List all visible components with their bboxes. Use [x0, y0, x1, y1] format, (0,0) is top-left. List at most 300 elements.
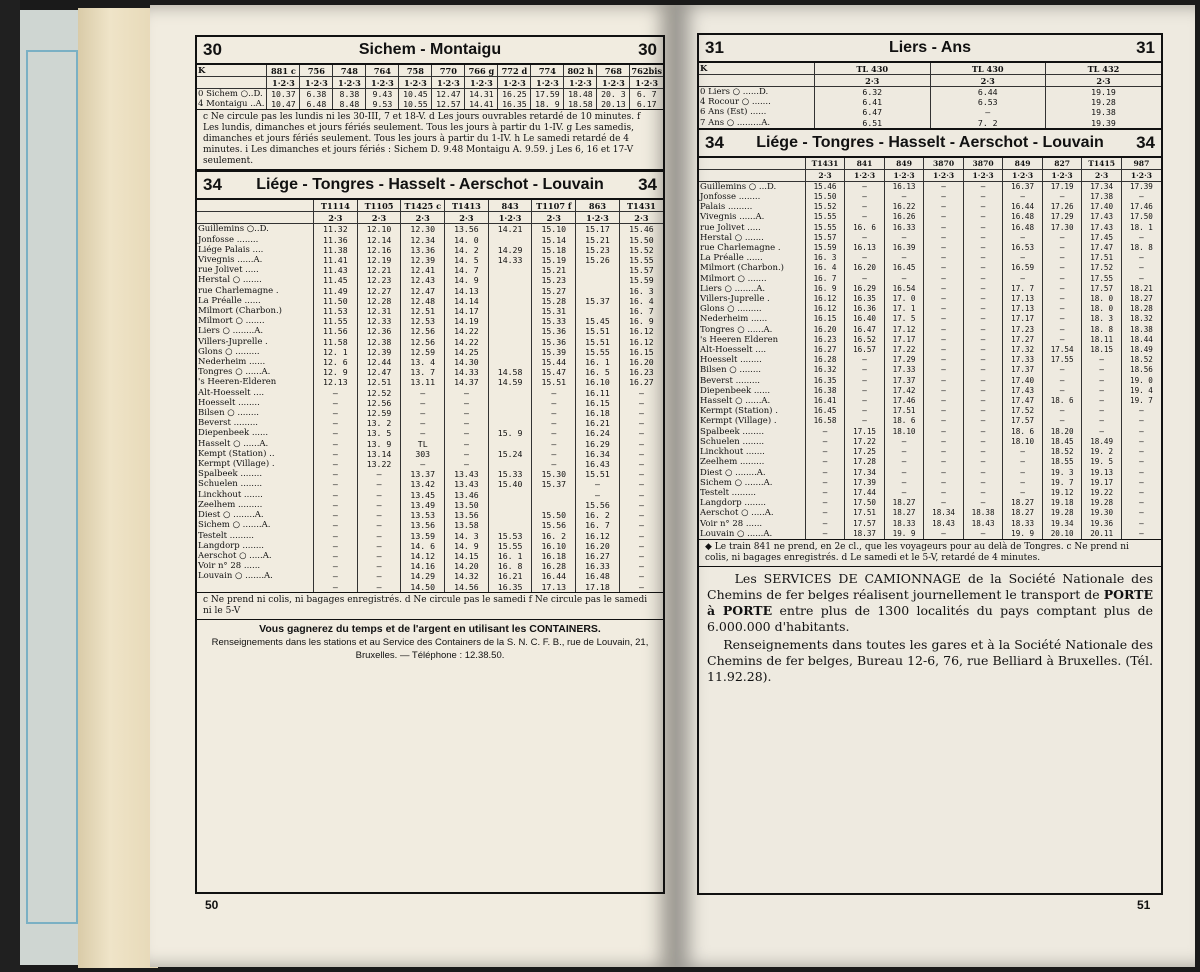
- time-cell: —: [619, 531, 663, 541]
- station-cell: K: [197, 65, 267, 77]
- time-cell: —: [963, 529, 1003, 539]
- time-cell: 13. 7: [401, 367, 445, 377]
- time-cell: 12.28: [357, 296, 401, 306]
- station-cell: Beverst .........: [198, 418, 258, 429]
- time-cell: —: [924, 437, 964, 447]
- station-cell: Nederheim ......: [700, 314, 768, 325]
- time-cell: 17.51: [884, 406, 924, 416]
- station-cell: Schuelen ........: [198, 479, 263, 490]
- time-cell: 15.27: [532, 286, 576, 296]
- class-row: [197, 77, 663, 89]
- class-row: [699, 75, 1161, 87]
- time-cell: 14.41: [465, 99, 498, 109]
- time-cell: —: [1121, 447, 1161, 457]
- time-cell: —: [963, 488, 1003, 498]
- time-cell: 6.38: [300, 89, 333, 100]
- time-cell: 849: [1003, 158, 1043, 170]
- time-cell: 2·3: [1082, 169, 1122, 181]
- time-cell: —: [1121, 488, 1161, 498]
- time-cell: 18.58: [564, 99, 597, 109]
- time-cell: 12.44: [357, 357, 401, 367]
- time-cell: —: [805, 508, 845, 518]
- time-cell: 14.31: [465, 89, 498, 100]
- containers-ad: [197, 620, 663, 665]
- time-cell: 17.17: [884, 335, 924, 345]
- time-cell: —: [924, 212, 964, 222]
- station-cell: Louvain ○ .......A.: [198, 571, 273, 582]
- time-cell: 18. 1: [1121, 223, 1161, 233]
- time-cell: 16.12: [805, 294, 845, 304]
- time-cell: 16.28: [532, 561, 576, 571]
- time-cell: —: [1042, 304, 1082, 314]
- time-cell: 15.28: [532, 296, 576, 306]
- time-cell: 17. 7: [1003, 284, 1043, 294]
- time-cell: 13.36: [401, 245, 445, 255]
- time-cell: 15.23: [532, 275, 576, 285]
- time-cell: —: [805, 498, 845, 508]
- time-cell: 19.17: [1082, 478, 1122, 488]
- time-cell: 15.21: [532, 265, 576, 275]
- time-cell: 6.53: [930, 97, 1046, 107]
- time-cell: 1·2·3: [597, 77, 630, 89]
- time-cell: 16. 2: [576, 510, 620, 520]
- time-cell: —: [1042, 335, 1082, 345]
- time-cell: 13.46: [445, 490, 489, 500]
- time-cell: 18.10: [884, 427, 924, 437]
- time-cell: 1·2·3: [531, 77, 564, 89]
- time-cell: —: [963, 427, 1003, 437]
- time-cell: 16.40: [845, 314, 885, 324]
- time-cell: 17.17: [1003, 314, 1043, 324]
- table-row: [197, 561, 663, 571]
- time-cell: —: [1082, 355, 1122, 365]
- time-cell: —: [963, 314, 1003, 324]
- time-cell: 17.51: [845, 508, 885, 518]
- time-cell: 15.51: [576, 337, 620, 347]
- table-row: [699, 508, 1161, 518]
- time-cell: 15.44: [532, 357, 576, 367]
- time-cell: —: [884, 253, 924, 263]
- time-cell: 17.19: [1042, 181, 1082, 192]
- time-cell: —: [445, 428, 489, 438]
- time-cell: —: [445, 388, 489, 398]
- table-row: [197, 99, 663, 109]
- left-page: [150, 5, 675, 967]
- station-cell: Milmort ○ .......: [198, 316, 265, 327]
- time-cell: 15.57: [805, 233, 845, 243]
- time-cell: 2·3: [314, 212, 358, 224]
- time-cell: —: [924, 427, 964, 437]
- time-cell: 849: [884, 158, 924, 170]
- time-cell: 12.33: [357, 316, 401, 326]
- time-cell: 17.50: [845, 498, 885, 508]
- time-cell: —: [924, 223, 964, 233]
- time-cell: 14. 3: [445, 531, 489, 541]
- time-cell: 13.56: [445, 224, 489, 235]
- station-cell: Aerschot ○ .....A.: [198, 550, 272, 561]
- table-row: [197, 490, 663, 500]
- time-cell: 19. 2: [1082, 447, 1122, 457]
- time-cell: —: [314, 531, 358, 541]
- time-cell: 1·2·3: [399, 77, 432, 89]
- time-cell: —: [532, 439, 576, 449]
- time-cell: 17.43: [1082, 223, 1122, 233]
- station-cell: Vivegnis ......A.: [700, 212, 765, 223]
- table-row: [699, 87, 1161, 98]
- time-cell: 16.25: [498, 89, 531, 100]
- station-cell: Guillemins ○ ...D.: [700, 181, 777, 192]
- time-cell: 1·2·3: [333, 77, 366, 89]
- time-cell: 1·2·3: [465, 77, 498, 89]
- time-cell: 14. 7: [445, 265, 489, 275]
- time-cell: 15. 9: [488, 428, 532, 438]
- time-cell: —: [963, 304, 1003, 314]
- time-cell: —: [619, 408, 663, 418]
- time-cell: —: [845, 376, 885, 386]
- station-cell: 7 Ans ○ .........A.: [700, 117, 771, 128]
- time-cell: 14.33: [445, 367, 489, 377]
- time-cell: 1·2·3: [1121, 169, 1161, 181]
- time-cell: 20. 3: [597, 89, 630, 100]
- time-cell: TL 432: [1046, 63, 1162, 75]
- time-cell: 16.33: [884, 223, 924, 233]
- time-cell: —: [1042, 406, 1082, 416]
- time-cell: 15.52: [805, 202, 845, 212]
- time-cell: —: [845, 212, 885, 222]
- containers-ad-title: Vous gagnerez du temps et de l'argent en utilisant les CONTAINERS.: [259, 622, 601, 635]
- time-cell: 16. 7: [576, 520, 620, 530]
- right-page-number: 51: [1137, 898, 1151, 912]
- time-cell: —: [1082, 376, 1122, 386]
- time-cell: 6.17: [630, 99, 663, 109]
- time-cell: —: [314, 469, 358, 479]
- time-cell: —: [924, 263, 964, 273]
- time-cell: 18.34: [924, 508, 964, 518]
- time-cell: 19.13: [1082, 468, 1122, 478]
- time-cell: 11.38: [314, 245, 358, 255]
- time-cell: —: [619, 459, 663, 469]
- time-cell: —: [401, 459, 445, 469]
- time-cell: 16.45: [805, 406, 845, 416]
- time-cell: 11.49: [314, 286, 358, 296]
- time-cell: 11.43: [314, 265, 358, 275]
- time-cell: 16.48: [1003, 212, 1043, 222]
- liege-right-header: [699, 128, 1161, 158]
- time-cell: [576, 265, 620, 275]
- time-cell: —: [1121, 519, 1161, 529]
- time-cell: 17.54: [1042, 345, 1082, 355]
- time-cell: —: [924, 529, 964, 539]
- liege-left-header: [197, 170, 663, 200]
- time-cell: —: [924, 284, 964, 294]
- time-cell: —: [963, 325, 1003, 335]
- table-row: [197, 275, 663, 285]
- time-cell: 16.29: [845, 284, 885, 294]
- time-cell: —: [619, 571, 663, 581]
- time-cell: 15.55: [805, 223, 845, 233]
- time-cell: 15.50: [532, 510, 576, 520]
- time-cell: —: [845, 233, 885, 243]
- time-cell: —: [924, 365, 964, 375]
- time-cell: 16.18: [576, 408, 620, 418]
- time-cell: —: [576, 479, 620, 489]
- table-row: [699, 529, 1161, 539]
- time-cell: —: [619, 439, 663, 449]
- time-cell: 13.53: [401, 510, 445, 520]
- time-cell: 20.13: [597, 99, 630, 109]
- time-cell: 18.33: [1003, 519, 1043, 529]
- time-cell: —: [357, 541, 401, 551]
- time-cell: —: [619, 398, 663, 408]
- time-cell: 2·3: [815, 75, 931, 87]
- station-cell: Villers-Juprelle .: [198, 336, 268, 347]
- time-cell: 16. 3: [619, 286, 663, 296]
- time-cell: 12.36: [357, 326, 401, 336]
- time-cell: 16.15: [576, 398, 620, 408]
- time-cell: 13.43: [445, 469, 489, 479]
- time-cell: —: [1082, 427, 1122, 437]
- time-cell: 16.48: [576, 571, 620, 581]
- time-cell: 16.22: [884, 202, 924, 212]
- station-cell: Palais .........: [700, 202, 753, 213]
- time-cell: 17.28: [845, 457, 885, 467]
- time-cell: 18. 0: [1082, 304, 1122, 314]
- time-cell: —: [357, 510, 401, 520]
- liege-right-table-number-right: 34: [1136, 132, 1155, 152]
- time-cell: [488, 418, 532, 428]
- time-cell: —: [576, 490, 620, 500]
- time-cell: 17.43: [1003, 386, 1043, 396]
- time-cell: 18.27: [884, 498, 924, 508]
- liers-header: [699, 35, 1161, 63]
- time-cell: 303: [401, 449, 445, 459]
- station-cell: rue Jolivet .....: [198, 265, 259, 276]
- time-cell: —: [314, 571, 358, 581]
- time-cell: —: [884, 468, 924, 478]
- time-cell: 8.38: [333, 89, 366, 100]
- time-cell: 17.52: [1082, 263, 1122, 273]
- time-cell: 772 d: [498, 65, 531, 77]
- table-row: [197, 89, 663, 100]
- station-cell: 's Heeren-Elderen: [198, 377, 277, 388]
- time-cell: —: [532, 449, 576, 459]
- time-cell: 18.10: [1003, 437, 1043, 447]
- time-cell: 17.26: [1042, 202, 1082, 212]
- table-row: [197, 510, 663, 520]
- time-cell: 17.32: [1003, 345, 1043, 355]
- time-cell: 17.40: [1003, 376, 1043, 386]
- time-cell: 14. 9: [445, 541, 489, 551]
- time-cell: 18.27: [884, 508, 924, 518]
- liers-table-number: 31: [705, 38, 724, 57]
- time-cell: 16.27: [576, 551, 620, 561]
- station-cell: K: [699, 63, 815, 75]
- time-cell: —: [924, 274, 964, 284]
- time-cell: —: [532, 388, 576, 398]
- station-cell: Aerschot ○ .....A.: [700, 508, 774, 519]
- time-cell: 1·2·3: [488, 212, 532, 224]
- liege-right-notes: ◆ Le train 841 ne prend, en 2e cl., que les voyageurs pour au delà de Tongres. c Ne prend ni colis, ni bagages enregistrés. d Le samedi et le 5-V, retardé de 4 minutes.: [699, 539, 1161, 567]
- time-cell: 12.59: [401, 347, 445, 357]
- table-row: [699, 376, 1161, 386]
- sichem-timetable: [197, 65, 663, 109]
- time-cell: 13.56: [445, 510, 489, 520]
- time-cell: 18.15: [1082, 345, 1122, 355]
- time-cell: —: [805, 447, 845, 457]
- time-cell: —: [845, 386, 885, 396]
- time-cell: —: [963, 192, 1003, 202]
- time-cell: 18.20: [1042, 427, 1082, 437]
- time-cell: —: [357, 490, 401, 500]
- time-cell: 16.26: [884, 212, 924, 222]
- time-cell: 12.53: [401, 316, 445, 326]
- camionnage-ad-contact: Renseignements dans toutes les gares et à la Société Nationale des Chemins de fer belges, Bureau 12-6, 76, rue Belliard à Bruxelles. (Tél. 11.92.28).: [707, 636, 1153, 684]
- time-cell: —: [357, 551, 401, 561]
- time-cell: [488, 500, 532, 510]
- time-cell: —: [619, 428, 663, 438]
- time-cell: —: [924, 488, 964, 498]
- time-cell: —: [1121, 263, 1161, 273]
- time-cell: 12.56: [401, 337, 445, 347]
- time-cell: 15.51: [576, 469, 620, 479]
- time-cell: —: [1121, 457, 1161, 467]
- time-cell: —: [963, 416, 1003, 426]
- time-cell: —: [314, 500, 358, 510]
- time-cell: —: [963, 355, 1003, 365]
- time-cell: 15.47: [532, 367, 576, 377]
- station-cell: Spalbeek ........: [700, 426, 765, 437]
- time-cell: 16.45: [884, 263, 924, 273]
- time-cell: —: [1042, 284, 1082, 294]
- time-cell: 13.22: [357, 459, 401, 469]
- time-cell: —: [924, 243, 964, 253]
- time-cell: 16.35: [498, 99, 531, 109]
- table-row: [197, 408, 663, 418]
- table-row: [197, 398, 663, 408]
- station-cell: Testelt .........: [198, 530, 255, 541]
- time-cell: —: [314, 418, 358, 428]
- time-cell: 19. 7: [1042, 478, 1082, 488]
- table-row: [197, 479, 663, 489]
- time-cell: 18.11: [1082, 335, 1122, 345]
- time-cell: —: [963, 233, 1003, 243]
- time-cell: 18.28: [1121, 304, 1161, 314]
- time-cell: 14.29: [401, 571, 445, 581]
- time-cell: 18.37: [845, 529, 885, 539]
- time-cell: 17.27: [1003, 335, 1043, 345]
- time-cell: 17.43: [1082, 212, 1122, 222]
- time-cell: 12.47: [357, 367, 401, 377]
- station-cell: Sichem ○ .......A.: [700, 477, 773, 488]
- time-cell: 12.51: [357, 377, 401, 387]
- table-row: [197, 306, 663, 316]
- time-cell: 841: [845, 158, 885, 170]
- time-cell: 18.43: [963, 519, 1003, 529]
- table-row: [197, 245, 663, 255]
- time-cell: —: [314, 479, 358, 489]
- time-cell: —: [845, 181, 885, 192]
- time-cell: —: [924, 335, 964, 345]
- time-cell: —: [1042, 192, 1082, 202]
- time-cell: 16.38: [805, 386, 845, 396]
- time-cell: 15.19: [532, 255, 576, 265]
- time-cell: 881 c: [267, 65, 300, 77]
- time-cell: 17.57: [845, 519, 885, 529]
- time-cell: —: [314, 428, 358, 438]
- time-cell: —: [314, 449, 358, 459]
- table-row: [197, 286, 663, 296]
- time-cell: 17.50: [1121, 212, 1161, 222]
- time-cell: —: [1042, 386, 1082, 396]
- time-cell: —: [963, 202, 1003, 212]
- time-cell: —: [1003, 253, 1043, 263]
- time-cell: 16.44: [532, 571, 576, 581]
- time-cell: 16.44: [1003, 202, 1043, 212]
- time-cell: —: [1082, 396, 1122, 406]
- time-cell: 987: [1121, 158, 1161, 170]
- time-cell: —: [1003, 274, 1043, 284]
- time-cell: —: [924, 406, 964, 416]
- class-row: [197, 212, 663, 224]
- time-cell: 17.55: [1042, 355, 1082, 365]
- station-cell: Sichem ○ .......A.: [198, 520, 271, 531]
- time-cell: —: [924, 447, 964, 457]
- time-cell: —: [963, 437, 1003, 447]
- time-cell: 774: [531, 65, 564, 77]
- time-cell: 12.21: [357, 265, 401, 275]
- table-row: [699, 355, 1161, 365]
- time-cell: —: [963, 212, 1003, 222]
- table-row: [699, 478, 1161, 488]
- time-cell: —: [884, 274, 924, 284]
- time-cell: —: [314, 582, 358, 592]
- time-cell: 6.41: [815, 97, 931, 107]
- time-cell: 17. 0: [884, 294, 924, 304]
- time-cell: 10.37: [267, 89, 300, 100]
- table-row: [197, 571, 663, 581]
- time-cell: [488, 439, 532, 449]
- time-cell: 13.14: [357, 449, 401, 459]
- time-cell: —: [963, 274, 1003, 284]
- time-cell: —: [805, 478, 845, 488]
- table-row: [197, 439, 663, 449]
- liege-right-title: Liége - Tongres - Hasselt - Aerschot - Louvain: [756, 133, 1104, 151]
- time-cell: —: [845, 396, 885, 406]
- time-cell: —: [963, 253, 1003, 263]
- time-cell: —: [619, 582, 663, 592]
- time-cell: 17.44: [845, 488, 885, 498]
- time-cell: 14.19: [445, 316, 489, 326]
- time-cell: 2·3: [357, 212, 401, 224]
- time-cell: 16.24: [576, 428, 620, 438]
- time-cell: 13. 4: [401, 357, 445, 367]
- time-cell: —: [963, 294, 1003, 304]
- time-cell: 18.27: [1121, 294, 1161, 304]
- time-cell: 12.48: [401, 296, 445, 306]
- time-cell: 18. 9: [531, 99, 564, 109]
- table-row: [197, 459, 663, 469]
- time-cell: 1·2·3: [1003, 169, 1043, 181]
- time-cell: —: [1003, 457, 1043, 467]
- table-row: [197, 337, 663, 347]
- table-row: [197, 265, 663, 275]
- time-cell: —: [401, 408, 445, 418]
- time-cell: 16. 4: [805, 263, 845, 273]
- time-cell: 12.31: [357, 306, 401, 316]
- station-cell: [197, 77, 267, 89]
- time-cell: —: [924, 181, 964, 192]
- table-row: [699, 243, 1161, 253]
